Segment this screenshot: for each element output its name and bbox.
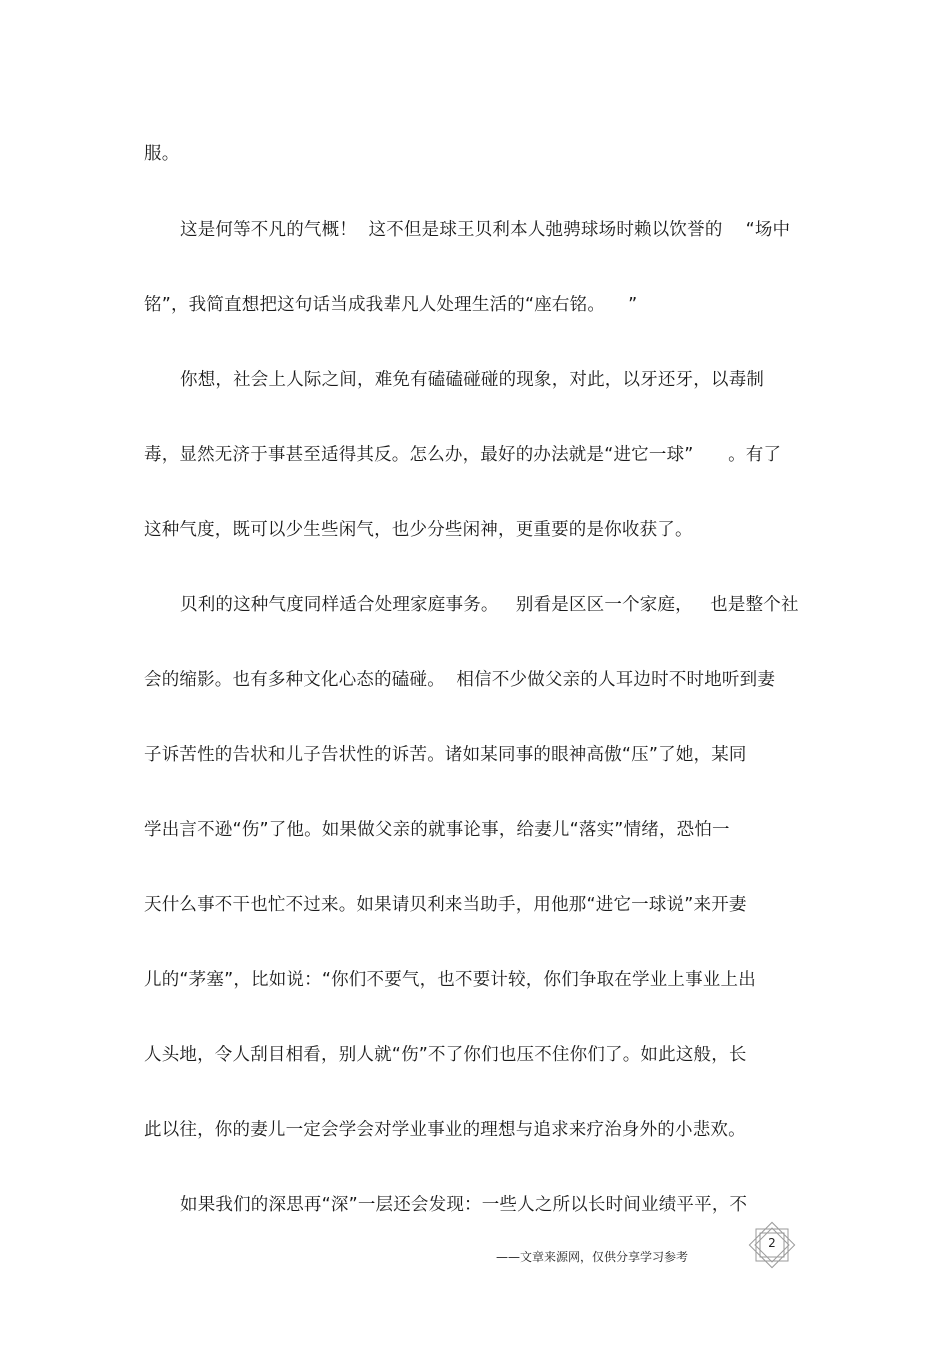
text-line-15: 如果我们的深思再“深”一层还会发现：一些人之所以长时间业绩平平，不 (180, 1195, 748, 1215)
text-line-2: 这是何等不凡的气概！ 这不但是球王贝利本人弛骋球场时赖以饮誉的 “场中 (180, 220, 791, 240)
text-line-1: 服。 (144, 144, 180, 164)
text-line-7: 贝利的这种气度同样适合处理家庭事务。 别看是区区一个家庭， 也是整个社 (180, 595, 799, 615)
page-number: 2 (768, 1236, 776, 1250)
text-line-4: 你想，社会上人际之间，难免有磕磕碰碰的现象，对此，以牙还牙，以毒制 (180, 370, 765, 390)
text-line-11: 天什么事不干也忙不过来。如果请贝利来当助手，用他那“进它一球说”来开妻 (144, 895, 747, 915)
text-line-10: 学出言不逊“伤”了他。如果做父亲的就事论事，给妻儿“落实”情绪，恐怕一 (144, 820, 730, 840)
text-line-9: 子诉苦性的告状和儿子告状性的诉苦。诸如某同事的眼神高傲“压”了她，某同 (144, 745, 747, 765)
footer-source-note: ——文章来源网，仅供分享学习参考 (496, 1250, 689, 1264)
page-number-badge (748, 1221, 796, 1269)
text-line-8: 会的缩影。也有多种文化心态的磕碰。 相信不少做父亲的人耳边时不时地听到妻 (144, 670, 776, 690)
text-line-13: 人头地，令人刮目相看，别人就“伤”不了你们也压不住你们了。如此这般，长 (144, 1045, 747, 1065)
text-line-14: 此以往，你的妻儿一定会学会对学业事业的理想与追求来疗治身外的小悲欢。 (144, 1120, 746, 1140)
text-line-3: 铭”，我简直想把这句话当成我辈凡人处理生活的“座右铭。 ” (144, 295, 638, 315)
text-line-6: 这种气度，既可以少生些闲气，也少分些闲神，更重要的是你收获了。 (144, 520, 693, 540)
text-line-12: 儿的“茅塞”，比如说：“你们不要气，也不要计较，你们争取在学业上事业上出 (144, 970, 756, 990)
text-line-5: 毒，显然无济于事甚至适得其反。怎么办，最好的办法就是“进它一球” 。有了 (144, 445, 782, 465)
